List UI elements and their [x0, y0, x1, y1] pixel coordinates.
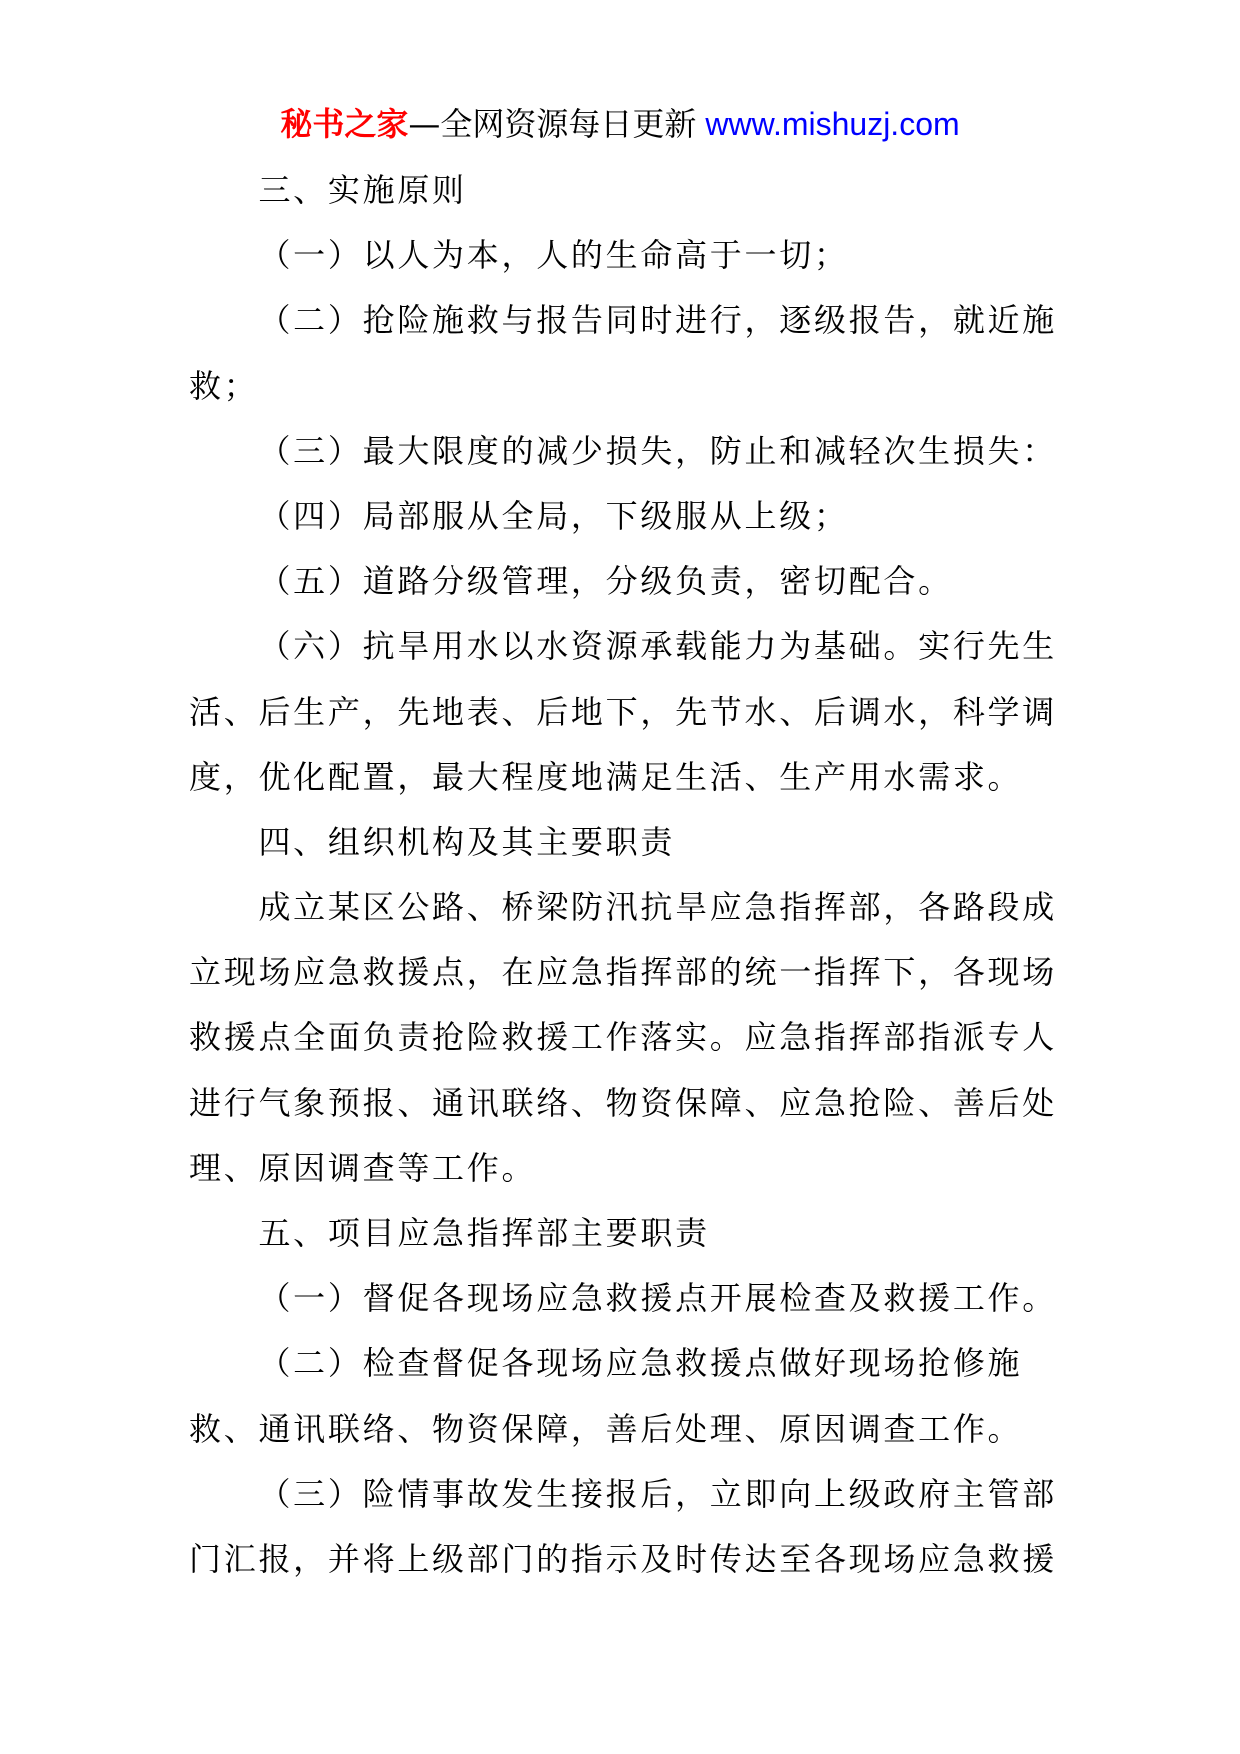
section-heading: [189, 810, 1069, 875]
site-tagline: —全网资源每日更新: [408, 105, 697, 143]
text-line: 门汇报，并将上级部门的指示及时传达至各现场应急救援: [189, 1539, 1058, 1578]
text-line: 三、实施原则: [258, 171, 467, 209]
text-line: 进行气象预报、通讯联络、物资保障、应急抢险、善后处: [189, 1083, 1058, 1122]
section-heading: [189, 158, 1069, 223]
text-line: 救；: [189, 366, 259, 405]
text-line: 四、组织机构及其主要职责: [258, 822, 676, 861]
principle-item: [189, 549, 1069, 614]
text-line: （一）以人为本，人的生命高于一切；: [258, 236, 849, 275]
principle-item: [189, 419, 1069, 484]
site-url-link[interactable]: www.mishuzj.com: [705, 106, 960, 142]
text-line: 度，优化配置，最大程度地满足生活、生产用水需求。: [189, 757, 1023, 796]
text-line: （四）局部服从全局，下级服从上级；: [258, 496, 849, 535]
page-header: [0, 104, 1240, 144]
text-line: 活、后生产，先地表、后地下，先节水、后调水，科学调: [189, 692, 1058, 731]
text-line: （三）最大限度的减少损失，防止和减轻次生损失：: [258, 431, 1057, 470]
duty-item: [189, 1462, 1069, 1592]
text-line: （五）道路分级管理，分级负责，密切配合。: [258, 562, 953, 601]
text-line: 救援点全面负责抢险救援工作落实。应急指挥部指派专人: [189, 1018, 1058, 1057]
duty-item: [189, 1331, 1069, 1461]
text-line: 救、通讯联络、物资保障，善后处理、原因调查工作。: [189, 1409, 1023, 1448]
text-line: 理、原因调查等工作。: [189, 1148, 537, 1187]
principle-item: [189, 223, 1069, 288]
body-paragraph: [189, 875, 1069, 1201]
text-line: 五、项目应急指挥部主要职责: [258, 1214, 710, 1252]
document-body: [189, 158, 1069, 1592]
principle-item: [189, 484, 1069, 549]
text-line: （三）险情事故发生接报后，立即向上级政府主管部: [258, 1474, 1057, 1513]
text-line: （六）抗旱用水以水资源承载能力为基础。实行先生: [258, 627, 1057, 666]
text-line: （二）抢险施救与报告同时进行，逐级报告，就近施: [258, 301, 1057, 340]
text-line: 成立某区公路、桥梁防汛抗旱应急指挥部，各路段成: [258, 888, 1057, 927]
section-heading: [189, 1201, 1069, 1266]
duty-item: [189, 1266, 1069, 1331]
principle-item: [189, 288, 1069, 418]
text-line: （二）检查督促各现场应急救援点做好现场抢修施: [258, 1344, 1023, 1383]
principle-item: [189, 614, 1069, 810]
text-line: （一）督促各现场应急救援点开展检查及救援工作。: [258, 1279, 1057, 1318]
site-brand: 秘书之家: [280, 105, 409, 143]
text-line: 立现场应急救援点，在应急指挥部的统一指挥下，各现场: [189, 953, 1058, 992]
